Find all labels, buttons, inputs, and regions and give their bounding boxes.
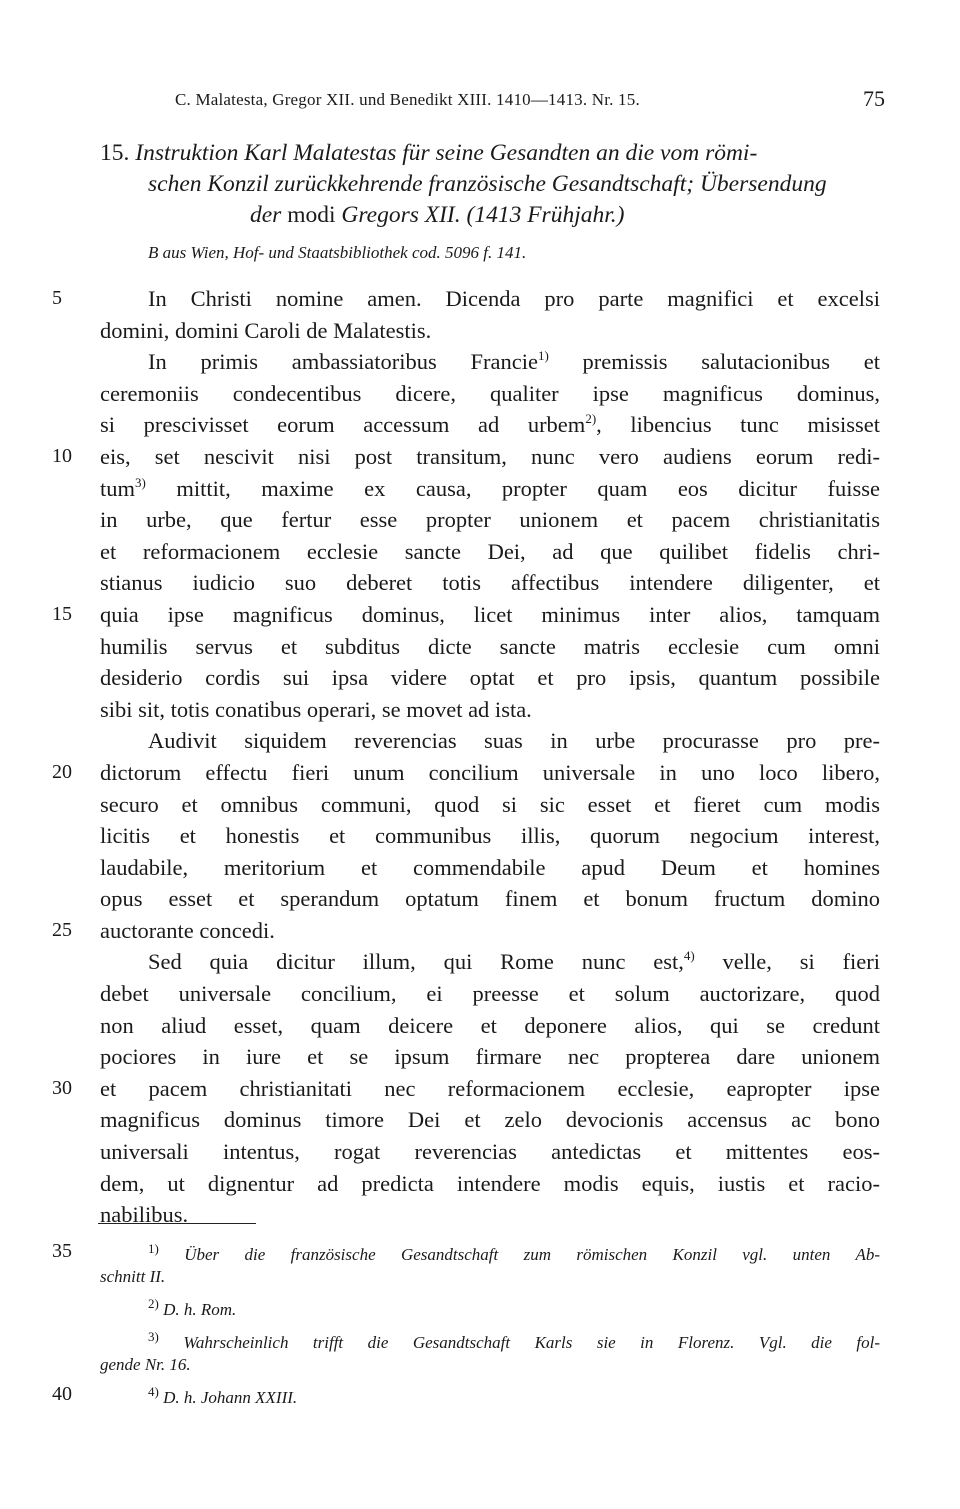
line-text-part: laudabile, meritorium et commendabile apud Deum et homines: [100, 854, 880, 880]
line-text: [100, 504, 880, 536]
line-text-part: stianus iudicio suo deberet totis affectibus intendere diligenter, et: [100, 570, 880, 596]
text-line: [100, 852, 880, 884]
title-text-3a: der: [250, 202, 282, 228]
line-text-part: In Christi nomine amen. Dicenda pro parte magnifici et excelsi: [148, 286, 880, 311]
text-line: [100, 883, 880, 915]
line-text: [100, 1199, 880, 1231]
footnote-reference: 4): [683, 948, 695, 964]
text-line: [100, 631, 880, 663]
line-text: [100, 1041, 880, 1073]
line-text-part: In primis ambassiatoribus Francie: [148, 349, 538, 375]
text-line: [100, 978, 880, 1010]
line-text-part: non aliud esset, quam deicere et deponere alios, qui se credunt: [100, 1012, 880, 1038]
line-text: [100, 567, 880, 599]
line-number: 35: [52, 1240, 72, 1262]
line-text-part: sibi sit, totis conatibus operari, se movet ad ista.: [100, 696, 532, 722]
line-text: [100, 852, 880, 884]
footnote-line: [100, 1238, 880, 1266]
line-text: [100, 662, 880, 694]
line-text-part: ceremoniis condecentibus dicere, qualiter ipse magnificus dominus,: [100, 380, 880, 406]
text-line: [100, 789, 880, 821]
line-text-part: debet universale concilium, ei preesse et solum auctorizare, quod: [100, 981, 880, 1007]
title-text-3c: Gregors XII. (1413 Frühjahr.): [341, 202, 625, 228]
footnote-divider: [98, 1223, 256, 1224]
line-text: [100, 915, 880, 947]
text-line: [52, 441, 880, 473]
footnote-text: gende Nr. 16.: [100, 1355, 191, 1374]
line-number: 20: [52, 760, 72, 783]
running-title: C. Malatesta, Gregor XII. und Benedikt XIII. 1410—1413. Nr. 15.: [175, 90, 640, 109]
text-line: [100, 378, 880, 410]
footnotes: [52, 1238, 881, 1414]
line-text-part: si prescivisset eorum accessum ad urbem: [100, 412, 586, 438]
line-text-part: dem, ut dignentur ad predicta intendere modis equis, iustis et racio-: [100, 1170, 880, 1196]
footnote-reference: 3): [135, 474, 146, 490]
line-text-part: in urbe, que fertur esse propter unionem et pacem christianitatis: [100, 507, 880, 533]
line-text-part: humilis servus et subditus dicte sancte matris ecclesie cum omni: [100, 633, 880, 659]
text-line: [52, 757, 880, 789]
line-text-part: licitis et honestis et communibus illis, quorum negocium interest,: [100, 823, 880, 849]
footnote-text: Über die französische Gesandtschaft zum römischen Konzil vgl. unten Ab-: [184, 1245, 880, 1264]
source-citation: B aus Wien, Hof- und Staatsbibliothek cod. 5096 f. 141.: [148, 243, 527, 262]
line-text-part: mittit, maxime ex causa, propter quam eos dicitur fuisse: [145, 475, 880, 501]
line-text: [100, 820, 880, 852]
line-text: [100, 946, 880, 978]
line-text: [100, 409, 880, 441]
line-text: [100, 283, 880, 315]
text-line: [100, 504, 880, 536]
line-text-part: et reformacionem ecclesie sancte Dei, ad que quilibet fidelis chri-: [100, 538, 880, 564]
line-text-part: dictorum effectu fieri unum concilium universale in uno loco libero,: [100, 759, 880, 785]
footnote: [52, 1238, 880, 1288]
text-line: [100, 1104, 880, 1136]
line-text-part: auctorante concedi.: [100, 917, 275, 943]
text-line: [100, 662, 880, 694]
line-text-part: eis, set nescivit nisi post transitum, nunc vero audiens eorum redi-: [100, 443, 880, 469]
line-text-part: desiderio cordis sui ipsa videre optat et pro ipsis, quantum possibile: [100, 665, 880, 691]
line-text-part: pociores in iure et se ipsum firmare nec propterea dare unionem: [100, 1044, 880, 1070]
text-line: [52, 599, 880, 631]
title-text-1: Instruktion Karl Malatestas für seine Gesandten an die vom römi-: [135, 140, 758, 166]
footnote-mark: 4): [148, 1384, 159, 1399]
text-line: [52, 1073, 880, 1105]
title-text-3b: modi: [287, 202, 336, 228]
text-line: [100, 1168, 880, 1200]
text-line: [100, 725, 880, 757]
footnote-line: [100, 1293, 880, 1321]
line-text-part: et pacem christianitati nec reformacionem ecclesie, eapropter ipse: [100, 1075, 880, 1101]
line-text: [100, 441, 880, 473]
document-title: [100, 138, 890, 231]
footnote-mark: 3): [148, 1329, 159, 1344]
footnote-text: D. h. Rom.: [163, 1300, 237, 1319]
title-line-3: [100, 200, 890, 231]
text-line: [100, 820, 880, 852]
text-line: [52, 915, 880, 947]
line-text: [100, 978, 880, 1010]
line-text: [100, 378, 880, 410]
line-text: [100, 473, 880, 505]
footnote-line: [100, 1266, 880, 1288]
line-text-part: universali intentus, rogat reverencias antedictas et mittentes eos-: [100, 1139, 880, 1165]
line-text-part: opus esset et sperandum optatum finem et bonum fructum domino: [100, 886, 880, 912]
footnote-text: schnitt II.: [100, 1267, 166, 1286]
line-number: 40: [52, 1383, 72, 1405]
line-number: 5: [52, 287, 62, 309]
text-line: [52, 283, 880, 315]
footnote: [52, 1381, 880, 1409]
line-text: [100, 883, 880, 915]
line-text: [100, 1104, 880, 1136]
line-text-part: magnificus dominus timore Dei et zelo devocionis accensus ac bono: [100, 1107, 880, 1133]
footnote-text: Wahrscheinlich trifft die Gesandtschaft Karls sie in Florenz. Vgl. die fol-: [183, 1333, 881, 1352]
text-line: [100, 694, 880, 726]
line-number: 30: [52, 1076, 72, 1099]
line-text-part: nabilibus.: [100, 1202, 189, 1228]
line-text-part: domini, domini Caroli de Malatestis.: [100, 317, 432, 343]
line-text: [100, 1136, 880, 1168]
main-text: [52, 283, 881, 1231]
line-text-part: securo et omnibus communi, quod si sic esset et fieret cum modis: [100, 791, 880, 817]
footnote-reference: 1): [537, 348, 549, 364]
line-text-part: premissis salutacionibus et: [548, 349, 880, 375]
line-text: [100, 725, 880, 757]
text-line: [100, 536, 880, 568]
text-line: [100, 473, 880, 505]
text-line: [100, 1136, 880, 1168]
footnote: [100, 1326, 880, 1376]
line-text: [100, 536, 880, 568]
text-line: [100, 946, 880, 978]
line-text: [100, 599, 880, 631]
line-text: [100, 1073, 880, 1105]
line-text-part: tum: [100, 475, 136, 501]
footnote-mark: 1): [148, 1241, 159, 1256]
line-text: [100, 757, 880, 789]
line-number: 10: [52, 444, 72, 467]
line-text-part: quia ipse magnificus dominus, licet minimus inter alios, tamquam: [100, 601, 880, 627]
page-number: 75: [863, 86, 885, 111]
footnote-line: [100, 1326, 880, 1354]
line-text-part: Sed quia dicitur illum, qui Rome nunc est,: [148, 949, 684, 975]
text-line: [100, 1199, 880, 1231]
text-line: [100, 346, 880, 378]
line-text: [100, 1168, 880, 1200]
line-text: [100, 694, 880, 726]
footnote-line: [100, 1354, 880, 1376]
text-line: [100, 1010, 880, 1042]
line-text-part: Audivit siquidem reverencias suas in urbe procurasse pro pre-: [148, 728, 880, 754]
line-text: [100, 1010, 880, 1042]
text-line: [100, 1041, 880, 1073]
line-text-part: velle, si fieri: [694, 949, 880, 975]
text-line: [100, 409, 880, 441]
line-number: 25: [52, 918, 72, 941]
line-text: [100, 315, 880, 347]
title-line-2: schen Konzil zurückkehrende französische Gesandtschaft; Übersendung: [148, 171, 827, 197]
line-text: [100, 346, 880, 378]
footnote-text: D. h. Johann XXIII.: [163, 1388, 298, 1407]
footnote: [100, 1293, 880, 1321]
running-header: [175, 86, 885, 118]
line-text: [100, 789, 880, 821]
line-text-part: , libencius tunc misisset: [596, 412, 881, 438]
footnote-line: [100, 1381, 880, 1409]
line-number: 15: [52, 602, 72, 625]
footnote-mark: 2): [148, 1296, 159, 1311]
text-line: [100, 567, 880, 599]
title-line-1: [100, 138, 890, 169]
footnote-reference: 2): [585, 411, 597, 427]
text-line: [100, 315, 880, 347]
document-number: 15.: [100, 140, 130, 166]
line-text: [100, 631, 880, 663]
